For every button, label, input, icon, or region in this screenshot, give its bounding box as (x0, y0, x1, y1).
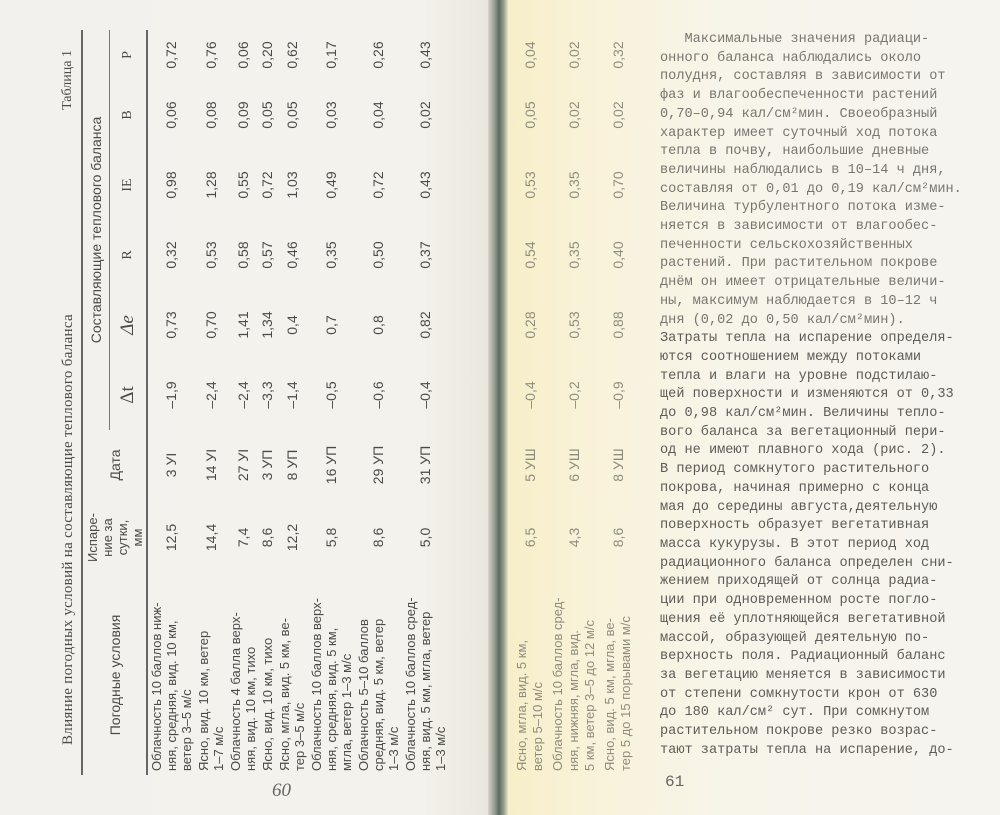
text-line: фаз и влагообеспеченности растений (660, 88, 938, 104)
cell-date: 6 УШ (566, 448, 582, 482)
cell-r: 0,46 (283, 241, 300, 269)
text-line: няется в зависимости от влагообес- (660, 219, 938, 235)
text-line: массой, образующей деятельную по- (660, 630, 930, 646)
heat-balance-table (81, 30, 449, 775)
cell-ie: 0,72 (370, 171, 386, 199)
text-line: щения её уплотняющейся вегетативной (660, 611, 946, 627)
text-line: В период сомкнутого растительного (660, 462, 930, 478)
text-line: полудня, составляя в зависимости от (660, 69, 946, 85)
text-line: тают затраты тепла на испарение, до- (660, 742, 954, 758)
table-row (355, 30, 402, 775)
header-date: Дата (82, 430, 147, 500)
text-line: поверхность образует вегетативная (660, 518, 930, 534)
cell-cond: Облачность 10 баллов сред- няя, вид. 5 км, мгла, ветер 1–3 м/с (403, 597, 448, 771)
header-heat-balance-components: Составляющие теплового баланса (82, 30, 110, 430)
cell-p: 0,72 (163, 41, 179, 69)
text-line: составляя от 0,01 до 0,19 кал/см²мин. (660, 181, 962, 197)
header-b: B (110, 80, 148, 150)
cell-de: 0,88 (610, 311, 626, 339)
text-line: вого баланса за вегетационный пери- (660, 424, 946, 440)
cell-evap: 8,6 (259, 527, 275, 548)
header-dt: Δt (110, 360, 148, 430)
text-line: ются соотношением между потоками (660, 349, 922, 365)
book-spine (488, 0, 508, 815)
cell-p: 0,17 (323, 41, 339, 69)
cell-b: 0,05 (259, 101, 275, 129)
text-line: за вегетацию меняется в зависимости (660, 667, 946, 683)
cell-de: 0,7 (323, 315, 339, 335)
cell-evap: 7,4 (234, 527, 251, 548)
text-line: от степени сомкнутости крон от 630 (660, 686, 938, 702)
cell-dt: –0,4 (417, 381, 433, 409)
cell-r: 0,35 (566, 241, 582, 269)
page-number-right: 61 (665, 773, 685, 791)
header-evaporation: Испаре- ние за сутки, мм (82, 500, 147, 575)
text-line: печенности сельскохозяйственных (660, 237, 913, 253)
text-line: онного баланса наблюдались около (660, 50, 922, 66)
cell-b: 0,05 (522, 101, 538, 129)
cell-dt: –0,4 (522, 381, 538, 409)
cell-cond: Облачность 10 баллов верх- няя, средняя, вид. 5 км, мгла, ветер 1–3 м/с (309, 598, 354, 771)
cell-evap: 4,3 (566, 527, 582, 548)
cell-dt: –1,9 (163, 381, 179, 409)
cell-r: 0,35 (323, 241, 339, 269)
cell-date: 5 УШ (522, 448, 538, 482)
text-line: щей поверхности и изменяются от 0,33 (660, 387, 954, 403)
cell-r: 0,40 (610, 241, 626, 269)
cell-de: 0,73 (163, 311, 179, 339)
header-p: P (110, 30, 148, 80)
cell-p: 0,02 (566, 41, 582, 69)
cell-r: 0,50 (370, 241, 386, 269)
table-row (548, 30, 600, 775)
cell-de: 0,82 (417, 311, 433, 339)
header-ie: ΙΕ (110, 150, 148, 220)
table-title: Влияние погодных условий на составляющие теплового баланса (60, 314, 76, 745)
cell-dt: –1,4 (283, 381, 300, 409)
cell-cond: Ясно, вид. 5 км, мгла, ве- тер 5 до 15 порывами м/с (602, 616, 633, 771)
text-line: ции при одновременном росте погло- (660, 593, 938, 609)
cell-p: 0,04 (522, 41, 538, 69)
cell-r: 0,58 (234, 241, 251, 269)
rotated-table-right-continuation (512, 30, 636, 775)
cell-de: 0,28 (522, 311, 538, 339)
rotated-table-left (55, 30, 449, 775)
cell-p: 0,62 (283, 41, 300, 69)
page-number-left: 60 (272, 780, 291, 801)
heat-balance-table-continued (512, 30, 636, 775)
cell-de: 1,34 (259, 311, 275, 339)
text-line: мая до середины августа,деятельную (660, 499, 938, 515)
table-row (600, 30, 636, 775)
cell-b: 0,03 (323, 101, 339, 129)
text-line: Затраты тепла на испарение определя- (660, 331, 954, 347)
text-line: величины наблюдались в 10–14 ч дня, (660, 162, 946, 178)
cell-date: 3 УП (259, 449, 275, 481)
text-line: Максимальные значения радиаци- (660, 32, 930, 47)
text-line: дня (0,02 до 0,50 кал/см²мин). (660, 312, 905, 328)
cell-p: 0,32 (610, 41, 626, 69)
cell-dt: –0,5 (323, 381, 339, 409)
table-row (259, 30, 276, 775)
text-line: масса кукурузы. В этот период ход (660, 536, 930, 552)
text-line: до 0,98 кал/см²мин. Величины тепло- (660, 406, 946, 422)
cell-dt: –0,9 (610, 381, 626, 409)
cell-b: 0,02 (566, 101, 582, 129)
cell-dt: –2,4 (234, 381, 251, 409)
table-row (276, 30, 308, 775)
cell-ie: 0,55 (234, 171, 251, 199)
header-conditions: Погодные условия (82, 575, 147, 775)
text-line: до 180 кал/см² сут. При сомкнутом (660, 705, 930, 721)
table-row (195, 30, 227, 775)
cell-evap: 8,6 (370, 527, 386, 548)
table-row (227, 30, 259, 775)
cell-date: 8 УШ (610, 448, 626, 482)
table-label: Таблица 1 (60, 50, 75, 110)
text-line: од не имеют плавного хода (рис. 2). (660, 443, 946, 459)
cell-date: 16 УП (323, 445, 339, 485)
cell-date: 27 УI (234, 448, 251, 482)
cell-cond: Облачность 4 балла верх- няя, вид. 10 км, тихо (228, 612, 258, 771)
text-line: радиационного баланса определен сни- (660, 555, 954, 571)
text-line: жением приходящей от солнца радиа- (660, 574, 938, 590)
cell-evap: 5,0 (417, 527, 433, 548)
cell-b: 0,06 (163, 101, 179, 129)
header-r: R (110, 220, 148, 290)
text-line: растительном покрове резко возрас- (660, 724, 938, 740)
cell-ie: 0,49 (323, 171, 339, 199)
cell-dt: –0,6 (370, 381, 386, 409)
cell-b: 0,05 (283, 101, 300, 129)
cell-date: 29 УП (370, 445, 386, 485)
text-line: характер имеет суточный ход потока (660, 125, 938, 141)
cell-cond: Облачность 5–10 баллов средняя, вид. 5 км, ветер 1–3 м/с (356, 618, 401, 771)
text-line: 0,70–0,94 кал/см²мин. Своеобразный (660, 106, 938, 122)
table-row (512, 30, 548, 775)
cell-p: 0,76 (202, 41, 219, 69)
cell-b: 0,02 (610, 101, 626, 129)
text-line: ны, максимум наблюдается в 10–12 ч (660, 293, 938, 309)
text-line: покрова, начиная примерно с конца (660, 480, 930, 496)
text-line: тепла в почву, наибольшие дневные (660, 144, 930, 160)
cell-dt: –2,4 (202, 381, 219, 409)
cell-ie: 0,43 (417, 171, 433, 199)
cell-cond: Ясно, вид. 10 км, тихо (260, 637, 275, 771)
cell-r: 0,32 (163, 241, 179, 269)
cell-b: 0,09 (234, 101, 251, 129)
cell-evap: 12,5 (163, 523, 179, 552)
cell-de: 1,41 (234, 311, 251, 339)
text-line: верхность поля. Радиационный баланс (660, 649, 946, 665)
cell-ie: 0,70 (610, 171, 626, 199)
cell-r: 0,57 (259, 241, 275, 269)
cell-r: 0,54 (522, 241, 538, 269)
cell-evap: 5,8 (323, 527, 339, 548)
text-line: растений. При растительном покрове (660, 256, 938, 272)
text-line: тепла и влаги на уровне подстилаю- (660, 368, 938, 384)
cell-de: 0,53 (566, 311, 582, 339)
table-caption (55, 30, 81, 775)
cell-ie: 1,03 (283, 171, 300, 199)
cell-b: 0,04 (370, 101, 386, 129)
body-text (660, 31, 995, 760)
cell-cond: Ясно, мгла, вид. 5 км, ветер 5–10 м/с (514, 639, 545, 771)
text-line: Величина турбулентного потока изме- (660, 200, 946, 216)
cell-date: 14 УI (202, 448, 219, 482)
cell-dt: –3,3 (259, 381, 275, 409)
cell-ie: 1,28 (202, 171, 219, 199)
cell-p: 0,43 (417, 41, 433, 69)
cell-ie: 0,98 (163, 171, 179, 199)
cell-evap: 6,5 (522, 527, 538, 548)
cell-de: 0,8 (370, 315, 386, 335)
cell-evap: 14,4 (202, 523, 219, 552)
text-line: днём он имеет отрицательные величи- (660, 275, 946, 291)
cell-p: 0,20 (259, 41, 275, 69)
cell-de: 0,4 (283, 315, 300, 335)
cell-de: 0,70 (202, 311, 219, 339)
cell-date: 8 УП (283, 449, 300, 481)
cell-date: 31 УП (417, 445, 433, 485)
cell-cond: Ясно, вид. 10 км, ветер 1–7 м/с (196, 630, 226, 771)
cell-r: 0,53 (202, 241, 219, 269)
cell-evap: 8,6 (610, 527, 626, 548)
table-row (402, 30, 449, 775)
cell-r: 0,37 (417, 241, 433, 269)
cell-ie: 0,53 (522, 171, 538, 199)
cell-evap: 12,2 (283, 523, 300, 552)
cell-dt: –0,2 (566, 381, 582, 409)
table-row (147, 30, 195, 775)
cell-date: 3 УI (163, 452, 179, 478)
cell-cond: Облачность 10 баллов ниж- няя, средняя, вид. 10 км, ветер 3–5 м/с (149, 602, 194, 771)
cell-ie: 0,72 (259, 171, 275, 199)
table-row (308, 30, 355, 775)
cell-b: 0,02 (417, 101, 433, 129)
cell-cond: Облачность 10 баллов сред- няя, нижняя, мгла, вид. 5 км, ветер 3–5 до 12 м/с (550, 597, 597, 771)
header-de: Δe (110, 290, 148, 360)
cell-b: 0,08 (202, 101, 219, 129)
cell-ie: 0,35 (566, 171, 582, 199)
cell-p: 0,26 (370, 41, 386, 69)
cell-p: 0,06 (234, 41, 251, 69)
cell-cond: Ясно, мгла, вид. 5 км, ве- тер 3–5 м/с (277, 618, 307, 771)
